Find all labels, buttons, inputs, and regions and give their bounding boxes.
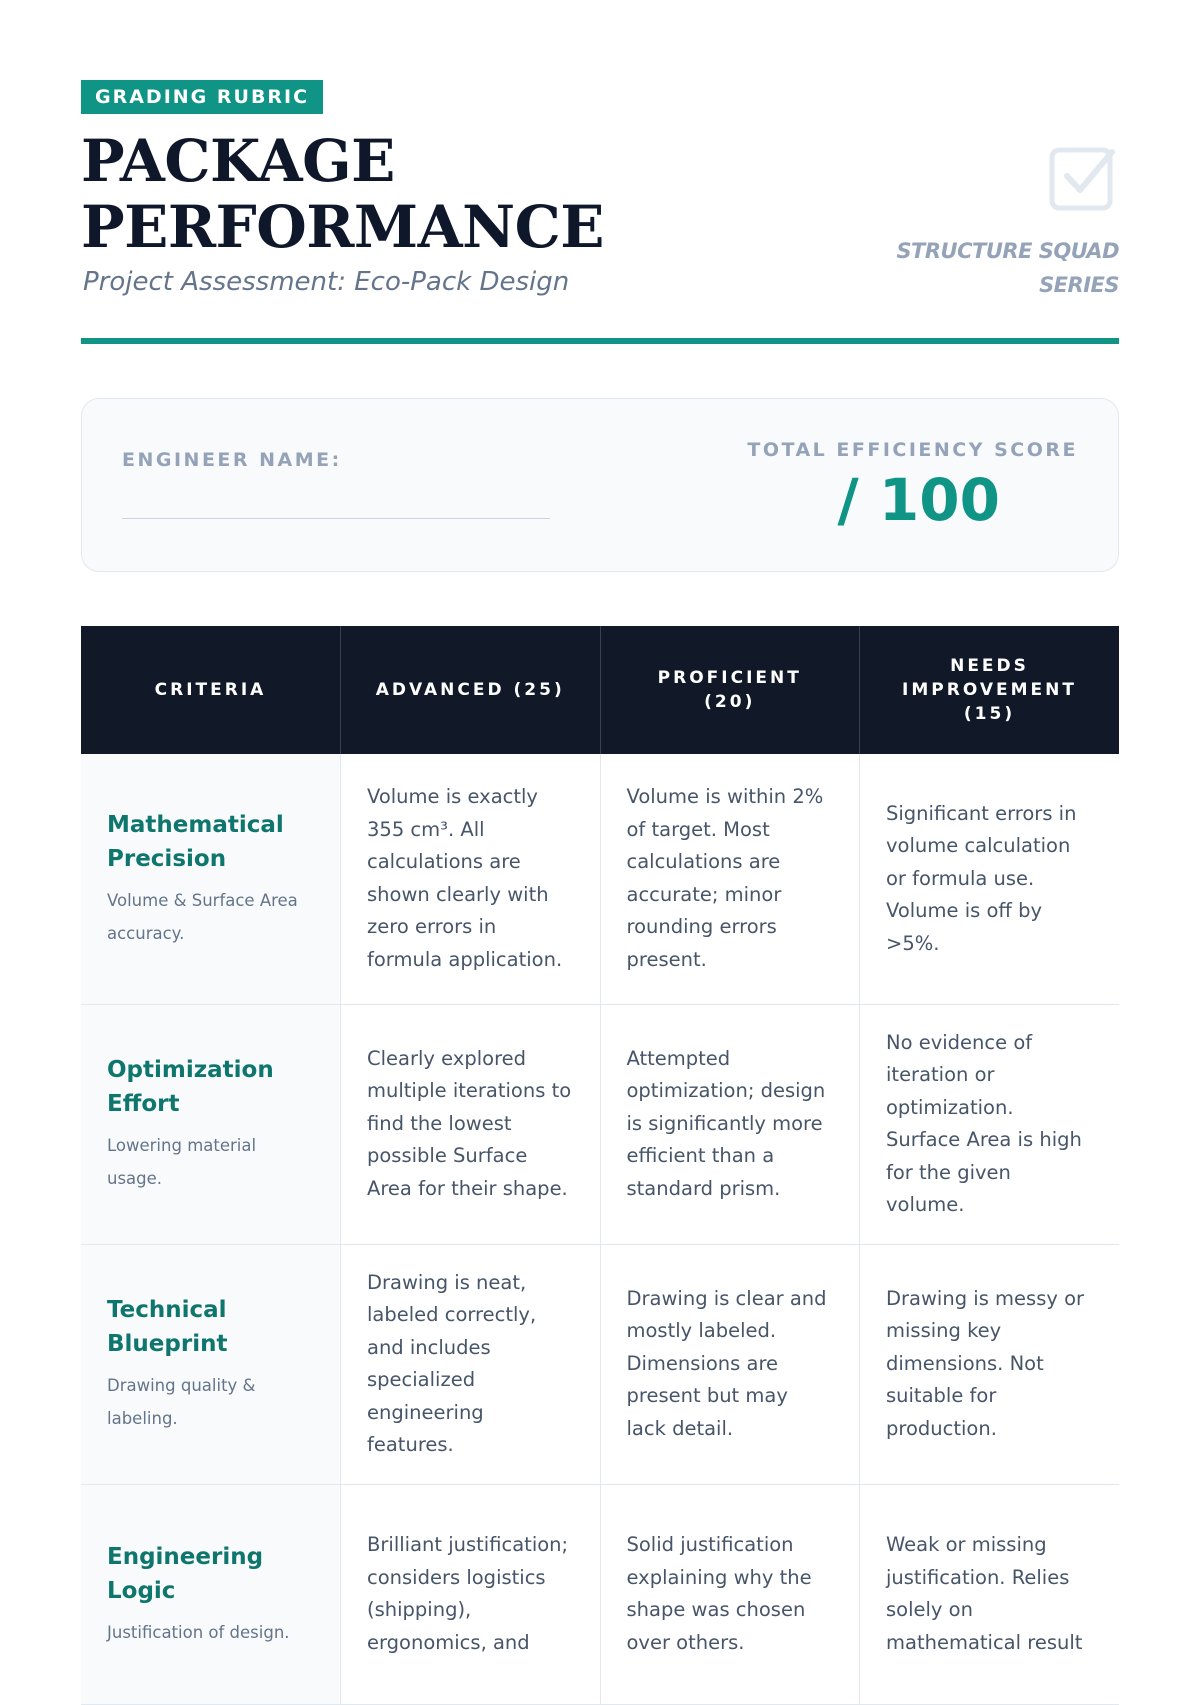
criteria-cell bbox=[81, 1004, 341, 1244]
score-card bbox=[81, 398, 1119, 572]
table-row bbox=[81, 754, 1119, 1004]
table-row bbox=[81, 1244, 1119, 1484]
advanced-cell: Clearly explored multiple iterations to find the lowest possible Surface Area for their shape. bbox=[341, 1004, 601, 1244]
column-header-proficient: PROFICIENT (20) bbox=[600, 626, 860, 754]
criteria-name: Mathematical Precision bbox=[107, 811, 284, 872]
page-header bbox=[81, 80, 1119, 344]
proficient-cell: Attempted optimization; design is significantly more efficient than a standard prism. bbox=[600, 1004, 860, 1244]
needs-improvement-cell: Weak or missing justification. Relies solely on mathematical result bbox=[860, 1484, 1120, 1704]
table-header-row bbox=[81, 626, 1119, 754]
criteria-name: Optimization Effort bbox=[107, 1057, 274, 1117]
rubric-table bbox=[81, 626, 1119, 1705]
page-title: PACKAGE PERFORMANCE bbox=[81, 127, 605, 261]
advanced-cell: Volume is exactly 355 cm³. All calculations are shown clearly with zero errors in formula application. bbox=[341, 754, 601, 1004]
needs-improvement-cell: Significant errors in volume calculation or formula use. Volume is off by >5%. bbox=[860, 754, 1120, 1004]
column-header-advanced: ADVANCED (25) bbox=[341, 626, 601, 754]
advanced-cell: Drawing is neat, labeled correctly, and includes specialized engineering features. bbox=[341, 1244, 601, 1484]
table-row bbox=[81, 1004, 1119, 1244]
grading-rubric-badge: GRADING RUBRIC bbox=[81, 80, 323, 114]
criteria-name: Engineering Logic bbox=[107, 1543, 264, 1604]
criteria-cell bbox=[81, 1244, 341, 1484]
checkbox-check-icon bbox=[1049, 146, 1115, 212]
criteria-description: Volume & Surface Area accuracy. bbox=[107, 890, 298, 943]
criteria-name: Technical Blueprint bbox=[107, 1297, 228, 1357]
series-name: STRUCTURE SQUAD SERIES bbox=[896, 239, 1119, 297]
needs-improvement-cell: No evidence of iteration or optimization. Surface Area is high for the given volume. bbox=[860, 1004, 1120, 1244]
column-header-needs-improvement: NEEDS IMPROVEMENT (15) bbox=[860, 626, 1120, 754]
proficient-cell: Drawing is clear and mostly labeled. Dimensions are present but may lack detail. bbox=[600, 1244, 860, 1484]
criteria-cell bbox=[81, 754, 341, 1004]
criteria-description: Lowering material usage. bbox=[107, 1136, 257, 1188]
page-subtitle: Project Assessment: Eco-Pack Design bbox=[83, 267, 570, 297]
needs-improvement-cell: Drawing is messy or missing key dimensions. Not suitable for production. bbox=[860, 1244, 1120, 1484]
criteria-description: Drawing quality & labeling. bbox=[107, 1376, 256, 1428]
engineer-name-field[interactable] bbox=[122, 518, 550, 519]
total-score-label: TOTAL EFFICIENCY SCORE bbox=[747, 439, 1078, 461]
column-header-criteria: CRITERIA bbox=[81, 626, 341, 754]
criteria-cell bbox=[81, 1484, 341, 1704]
engineer-name-label: ENGINEER NAME: bbox=[122, 449, 342, 471]
series-brand bbox=[859, 146, 1119, 302]
proficient-cell: Volume is within 2% of target. Most calculations are accurate; minor rounding errors present. bbox=[600, 754, 860, 1004]
criteria-description: Justification of design. bbox=[107, 1622, 290, 1642]
total-score-value: / 100 bbox=[837, 466, 1000, 534]
table-row bbox=[81, 1484, 1119, 1704]
proficient-cell: Solid justification explaining why the shape was chosen over others. bbox=[600, 1484, 860, 1704]
advanced-cell: Brilliant justification; considers logistics (shipping), ergonomics, and bbox=[341, 1484, 601, 1704]
